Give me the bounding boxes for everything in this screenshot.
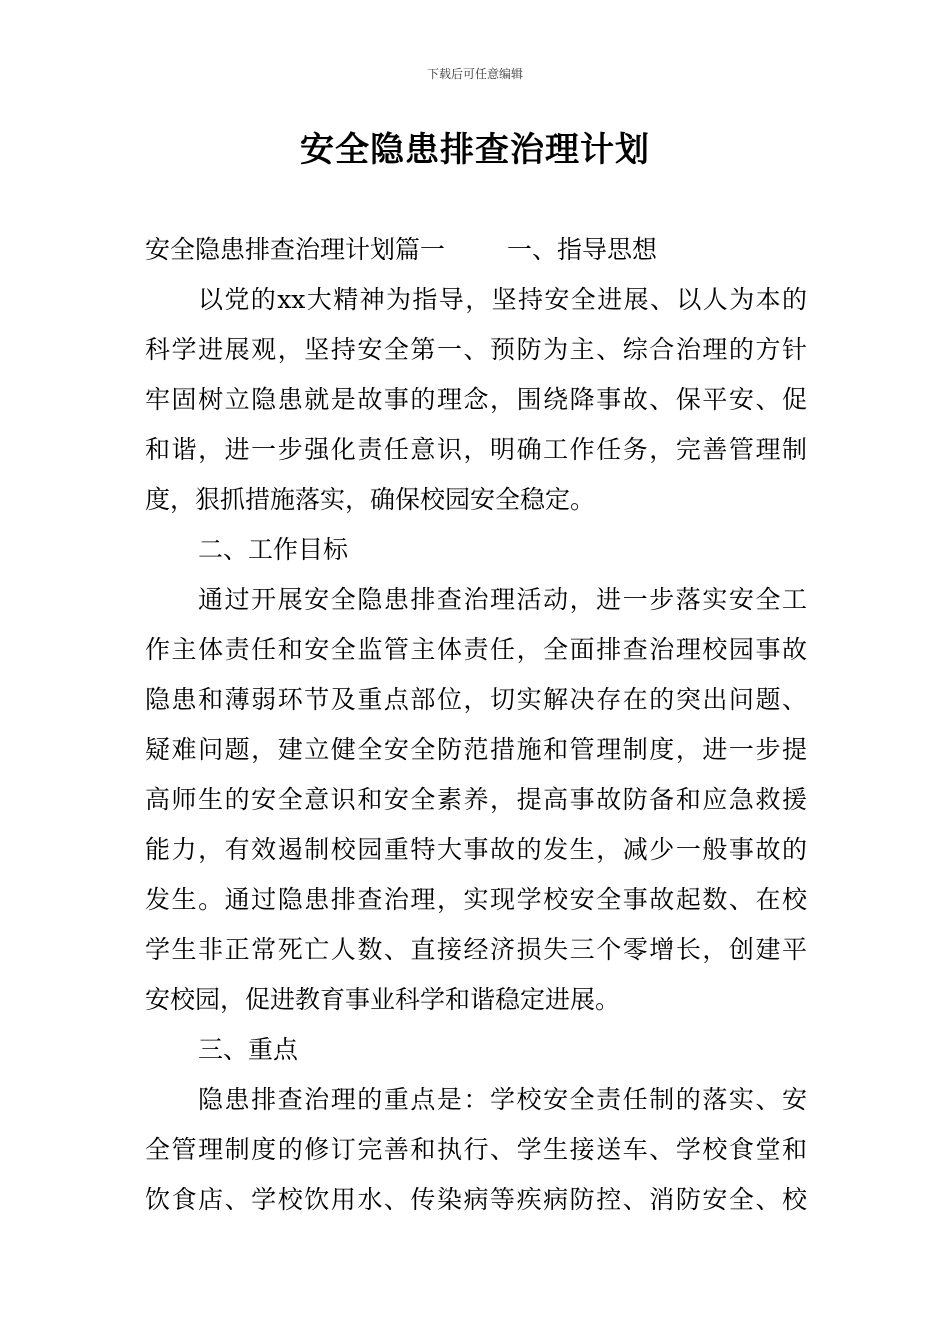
- text-line: 全管理制度的修订完善和执行、学生接送车、学校食堂和: [145, 1135, 807, 1164]
- text-line: 安校园，促进教育事业科学和谐稳定进展。: [145, 985, 621, 1014]
- text-line: 饮食店、学校饮用水、传染病等疾病防控、消防安全、校: [145, 1185, 807, 1214]
- text-line: 三、重点: [198, 1035, 299, 1064]
- text-line: 科学进展观，坚持安全第一、预防为主、综合治理的方针: [145, 335, 807, 364]
- document-body: [145, 225, 807, 1225]
- subsection-heading: 一、指导思想: [507, 235, 658, 264]
- text-line: 牢固树立隐患就是故事的理念，围绕降事故、保平安、促: [145, 385, 807, 414]
- section-heading-line: [145, 225, 807, 275]
- text-line: 以党的xx大精神为指导，坚持安全进展、以人为本的: [198, 285, 807, 314]
- document-title: 安全隐患排查治理计划: [300, 130, 650, 170]
- text-line: 能力，有效遏制校园重特大事故的发生，减少一般事故的: [145, 835, 807, 864]
- paragraph-lines: [145, 275, 807, 1225]
- text-line: 学生非正常死亡人数、直接经济损失三个零增长，创建平: [145, 935, 807, 964]
- text-line: 隐患和薄弱环节及重点部位，切实解决存在的突出问题、: [145, 685, 807, 714]
- text-line: 高师生的安全意识和安全素养，提高事故防备和应急救援: [145, 785, 807, 814]
- text-line: 和谐，进一步强化责任意识，明确工作任务，完善管理制: [145, 435, 807, 464]
- text-line: 发生。通过隐患排查治理，实现学校安全事故起数、在校: [145, 885, 807, 914]
- section-title: 安全隐患排查治理计划篇一: [145, 235, 446, 264]
- text-line: 通过开展安全隐患排查治理活动，进一步落实安全工: [198, 585, 807, 614]
- text-line: 二、工作目标: [198, 535, 349, 564]
- text-line: 隐患排查治理的重点是：学校安全责任制的落实、安: [198, 1085, 807, 1114]
- text-line: 度，狠抓措施落实，确保校园安全稳定。: [145, 485, 596, 514]
- text-line: 疑难问题，建立健全安全防范措施和管理制度，进一步提: [145, 735, 807, 764]
- text-line: 作主体责任和安全监管主体责任，全面排查治理校园事故: [145, 635, 807, 664]
- header-note: 下载后可任意编辑: [426, 67, 523, 81]
